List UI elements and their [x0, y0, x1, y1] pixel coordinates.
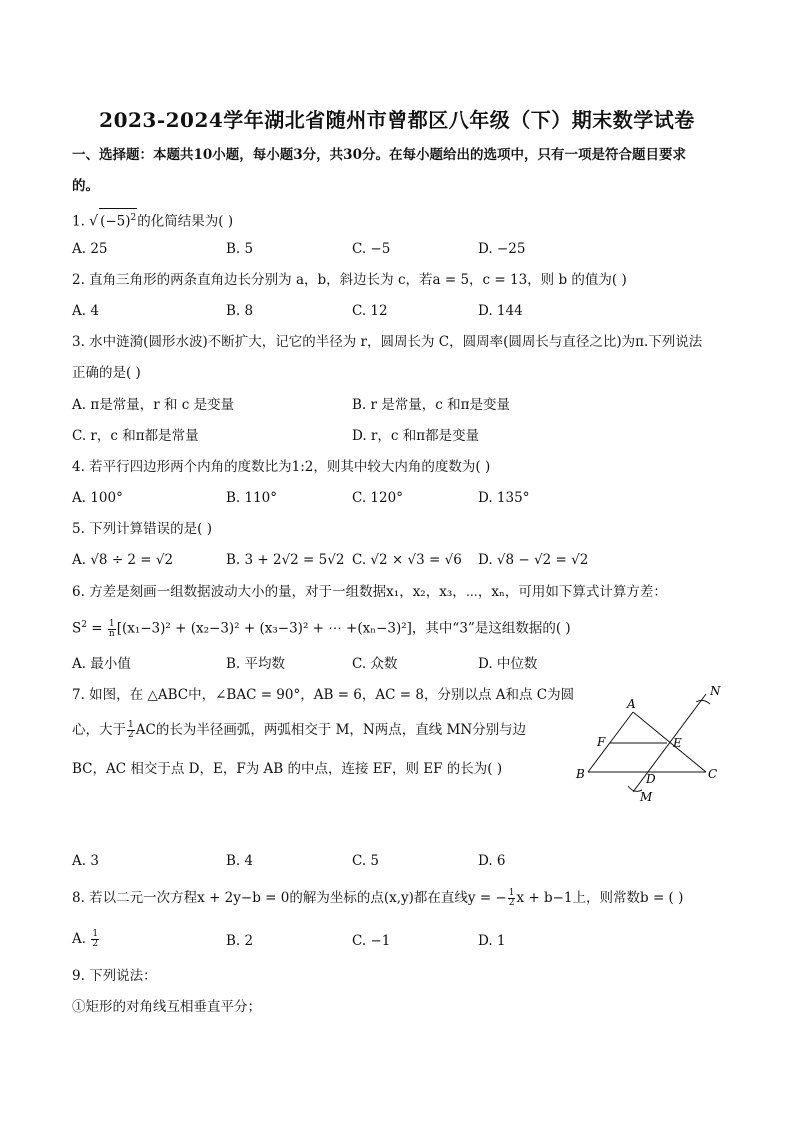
- q2-option-b[interactable]: B. 8: [226, 303, 254, 319]
- triangle-figure: [570, 680, 740, 810]
- radicand: (−5): [100, 213, 131, 230]
- label-a: A: [627, 697, 636, 711]
- label-e: E: [673, 736, 682, 750]
- label-n: N: [710, 684, 721, 698]
- q5-option-a[interactable]: A. √8 ÷ 2 = √2: [72, 552, 174, 568]
- q8-text-b: x + b−1上，则常数b = ( ): [516, 890, 684, 906]
- q4-option-c[interactable]: C. 120°: [352, 490, 403, 506]
- section-heading-cont: 的。: [72, 178, 99, 194]
- question-6: 6. 方差是刻画一组数据波动大小的量，对于一组数据x₁，x₂，x₃，⋯，xₙ，可用如下算式计算方差：: [72, 584, 667, 600]
- frac-den: n: [108, 628, 115, 639]
- q7-text-a: 心，大于: [72, 722, 126, 738]
- frac-num: 1: [128, 720, 134, 730]
- label-f: F: [597, 735, 606, 749]
- question-1-number: 1.: [72, 213, 90, 230]
- q3-option-c[interactable]: C. r，c 和π都是常量: [72, 428, 199, 444]
- q4-option-d[interactable]: D. 135°: [478, 490, 530, 506]
- frac-den: 2: [128, 730, 134, 740]
- q5-option-c[interactable]: C. √2 × √3 = √6: [352, 552, 462, 568]
- question-2: 2. 直角三角形的两条直角边长分别为 a，b，斜边长为 c，若a = 5，c = 13，则 b 的值为( ): [72, 272, 627, 288]
- q6-option-d[interactable]: D. 中位数: [478, 656, 538, 672]
- q8-option-a-label: A.: [72, 931, 87, 947]
- page-title: 2023-2024学年湖北省随州市曾都区八年级（下）期末数学试卷: [99, 108, 695, 132]
- formula-body: [(x₁−3)² + (x₂−3)² + (x₃−3)² + ⋯ +(xₙ−3)²]，其中“3”是这组数据的( ): [116, 620, 571, 637]
- q8-option-c[interactable]: C. −1: [352, 933, 391, 949]
- q2-option-d[interactable]: D. 144: [478, 303, 523, 319]
- q6-option-a[interactable]: A. 最小值: [72, 656, 131, 672]
- q7-option-d[interactable]: D. 6: [478, 853, 506, 869]
- label-d: D: [646, 772, 656, 786]
- q4-option-a[interactable]: A. 100°: [72, 490, 123, 506]
- question-1: [72, 208, 233, 231]
- frac-num: 1: [508, 888, 515, 898]
- question-7-cont-2: BC，AC 相交于点 D，E，F为 AB 的中点，连接 EF，则 EF 的长为( ): [72, 761, 503, 777]
- q4-option-b[interactable]: B. 110°: [226, 490, 278, 506]
- q7-text-b: AC的长为半径画弧，两弧相交于 M，N两点，直线 MN分别与边: [135, 722, 527, 738]
- q2-option-a[interactable]: A. 4: [72, 303, 99, 319]
- q6-option-b[interactable]: B. 平均数: [226, 656, 286, 672]
- frac-den: 2: [508, 898, 515, 908]
- question-5: 5. 下列计算错误的是( ): [72, 521, 212, 537]
- segment-ac: [633, 712, 706, 772]
- q7-option-c[interactable]: C. 5: [352, 853, 380, 869]
- q1-option-d[interactable]: D. −25: [478, 241, 526, 257]
- q2-option-c[interactable]: C. 12: [352, 303, 388, 319]
- frac-num: 1: [108, 618, 115, 629]
- frac-one-half: [508, 889, 516, 908]
- frac-one-half: [127, 721, 135, 740]
- q3-option-d[interactable]: D. r，c 和π都是变量: [352, 428, 480, 444]
- q1-option-c[interactable]: C. −5: [352, 241, 391, 257]
- question-7: 7. 如图，在 △ABC中，∠BAC = 90°，AB = 6，AC = 8，分别以点 A和点 C为圆: [72, 687, 575, 703]
- arc-n: [696, 700, 710, 704]
- sqrt-sign: √: [89, 213, 99, 230]
- frac-1-over-n: [108, 620, 116, 639]
- question-3: 3. 水中涟漪(圆形水波)不断扩大，记它的半径为 r，圆周长为 C，圆周率(圆周长与直径之比)为π.下列说法: [72, 334, 703, 350]
- q1-option-a[interactable]: A. 25: [72, 241, 108, 257]
- q5-option-d[interactable]: D. √8 − √2 = √2: [478, 552, 589, 568]
- label-m: M: [640, 790, 653, 804]
- exponent: 2: [130, 213, 137, 223]
- frac-den: 2: [92, 939, 99, 949]
- q3-option-a[interactable]: A. π是常量，r 和 c 是变量: [72, 397, 235, 413]
- q7-option-b[interactable]: B. 4: [226, 853, 254, 869]
- question-1-radicand: [99, 208, 137, 231]
- question-9-item-1: ①矩形的对角线互相垂直平分；: [72, 999, 261, 1015]
- segment-ab: [588, 712, 633, 772]
- q8-option-d[interactable]: D. 1: [478, 933, 506, 949]
- formula-exp: 2: [81, 620, 87, 630]
- label-b: B: [576, 767, 585, 781]
- question-1-stem: 的化简结果为( ): [137, 213, 234, 230]
- formula-s: S: [72, 620, 82, 637]
- frac-num: 1: [92, 929, 99, 939]
- question-9: 9. 下列说法：: [72, 968, 157, 984]
- q1-option-b[interactable]: B. 5: [226, 241, 254, 257]
- frac-one-half: [91, 930, 99, 949]
- question-7-cont: [72, 721, 526, 740]
- q7-option-a[interactable]: A. 3: [72, 853, 99, 869]
- q8-option-a[interactable]: [72, 930, 100, 949]
- q8-text-a: 8. 若以二元一次方程x + 2y−b = 0的解为坐标的点(x,y)都在直线y = −: [72, 890, 507, 906]
- section-heading: 一、选择题：本题共10小题，每小题3分，共30分。在每小题给出的选项中，只有一项是符合题目要求: [72, 147, 686, 163]
- q5-option-b[interactable]: B. 3 + 2√2 = 5√2: [226, 552, 345, 568]
- question-8: [72, 889, 683, 908]
- q6-option-c[interactable]: C. 众数: [352, 656, 398, 672]
- question-4: 4. 若平行四边形两个内角的度数比为1:2，则其中较大内角的度数为( ): [72, 459, 491, 475]
- label-c: C: [708, 767, 718, 781]
- variance-formula: $S^2$ = $\frac{1}{n}$ [(x₁−3)² + (x₂−3)² + (x₃−3)² + ⋯ +(xₙ−3)²]，其中“3”是这组数据的( ): [72, 618, 571, 639]
- question-3-cont: 正确的是( ): [72, 365, 141, 381]
- q3-option-b[interactable]: B. r 是常量，c 和π是变量: [352, 397, 510, 413]
- q8-option-b[interactable]: B. 2: [226, 933, 254, 949]
